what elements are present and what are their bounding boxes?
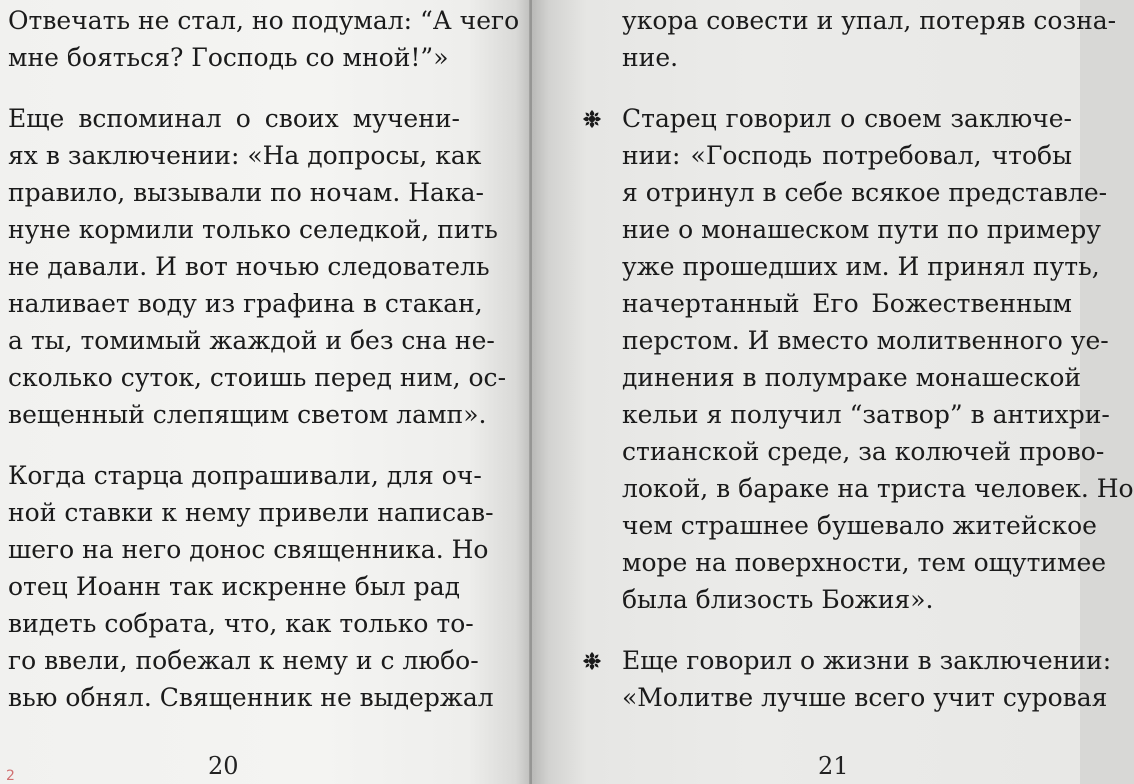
text-line: Когда старца допрашивали, для оч-: [8, 461, 482, 490]
paragraph: [622, 2, 1117, 76]
text-line: Еще вспоминал о своих мучени-: [8, 104, 460, 133]
paragraph: [622, 100, 1134, 618]
text-line: нуне кормили только селедкой, пить: [8, 215, 498, 244]
text-line: ние.: [622, 43, 679, 72]
paragraph: [622, 642, 1112, 716]
text-line: перстом. И вместо молитвенного уе-: [622, 326, 1109, 355]
text-line: уже прошедших им. И принял путь,: [622, 252, 1100, 281]
text-line: чем страшнее бушевало житейское: [622, 511, 1097, 540]
text-line: сколько суток, стоишь перед ним, ос-: [8, 363, 507, 392]
text-line: ние о монашеском пути по примеру: [622, 215, 1101, 244]
text-line: мне бояться? Господь со мной!”»: [8, 43, 449, 72]
text-line: наливает воду из графина в стакан,: [8, 289, 483, 318]
ornament-bullet-icon: [582, 651, 602, 671]
text-line: видеть собрата, что, как только то-: [8, 609, 474, 638]
right-page: [532, 0, 1134, 784]
left-page-text: [8, 2, 520, 716]
text-line: нии: «Господь потребовал, чтобы: [622, 141, 1072, 170]
text-line: не давали. И вот ночью следователь: [8, 252, 490, 281]
text-line: кельи я получил “затвор” в антихри-: [622, 400, 1110, 429]
corner-mark: 2: [6, 768, 15, 784]
paragraph: [8, 100, 507, 433]
text-line: го ввели, побежал к нему и с любо-: [8, 646, 479, 675]
text-line: стианской среде, за колючей прово-: [622, 437, 1105, 466]
text-line: я отринул в себе всякое представле-: [622, 178, 1108, 207]
paragraph: [8, 457, 494, 716]
text-line: укора совести и упал, потеряв созна-: [622, 6, 1117, 35]
text-line: Старец говорил о своем заключе-: [622, 104, 1072, 133]
text-line: локой, в бараке на триста человек. Но: [622, 474, 1134, 503]
text-line: шего на него донос священника. Но: [8, 535, 489, 564]
text-line: начертанный Его Божественным: [622, 289, 1072, 318]
text-line: вещенный слепящим светом ламп».: [8, 400, 487, 429]
right-page-text: [622, 2, 1134, 716]
paragraph: [8, 2, 520, 76]
page-number-right: 21: [818, 752, 849, 780]
text-line: Еще говорил о жизни в заключении:: [622, 646, 1112, 675]
text-line: Отвечать не стал, но подумал: “А чего: [8, 6, 520, 35]
text-line: отец Иоанн так искренне был рад: [8, 572, 460, 601]
text-line: а ты, томимый жаждой и без сна не-: [8, 326, 495, 355]
page-number-left: 20: [208, 752, 239, 780]
text-line: ях в заключении: «На допросы, как: [8, 141, 482, 170]
text-line: динения в полумраке монашеской: [622, 363, 1082, 392]
text-line: ной ставки к нему привели написав-: [8, 498, 494, 527]
left-page: [0, 0, 532, 784]
text-line: была близость Божия».: [622, 585, 934, 614]
text-line: правило, вызывали по ночам. Нака-: [8, 178, 484, 207]
text-line: море на поверхности, тем ощутимее: [622, 548, 1107, 577]
text-line: вью обнял. Священник не выдержал: [8, 683, 494, 712]
text-line: «Молитве лучше всего учит суровая: [622, 683, 1108, 712]
ornament-bullet-icon: [582, 109, 602, 129]
